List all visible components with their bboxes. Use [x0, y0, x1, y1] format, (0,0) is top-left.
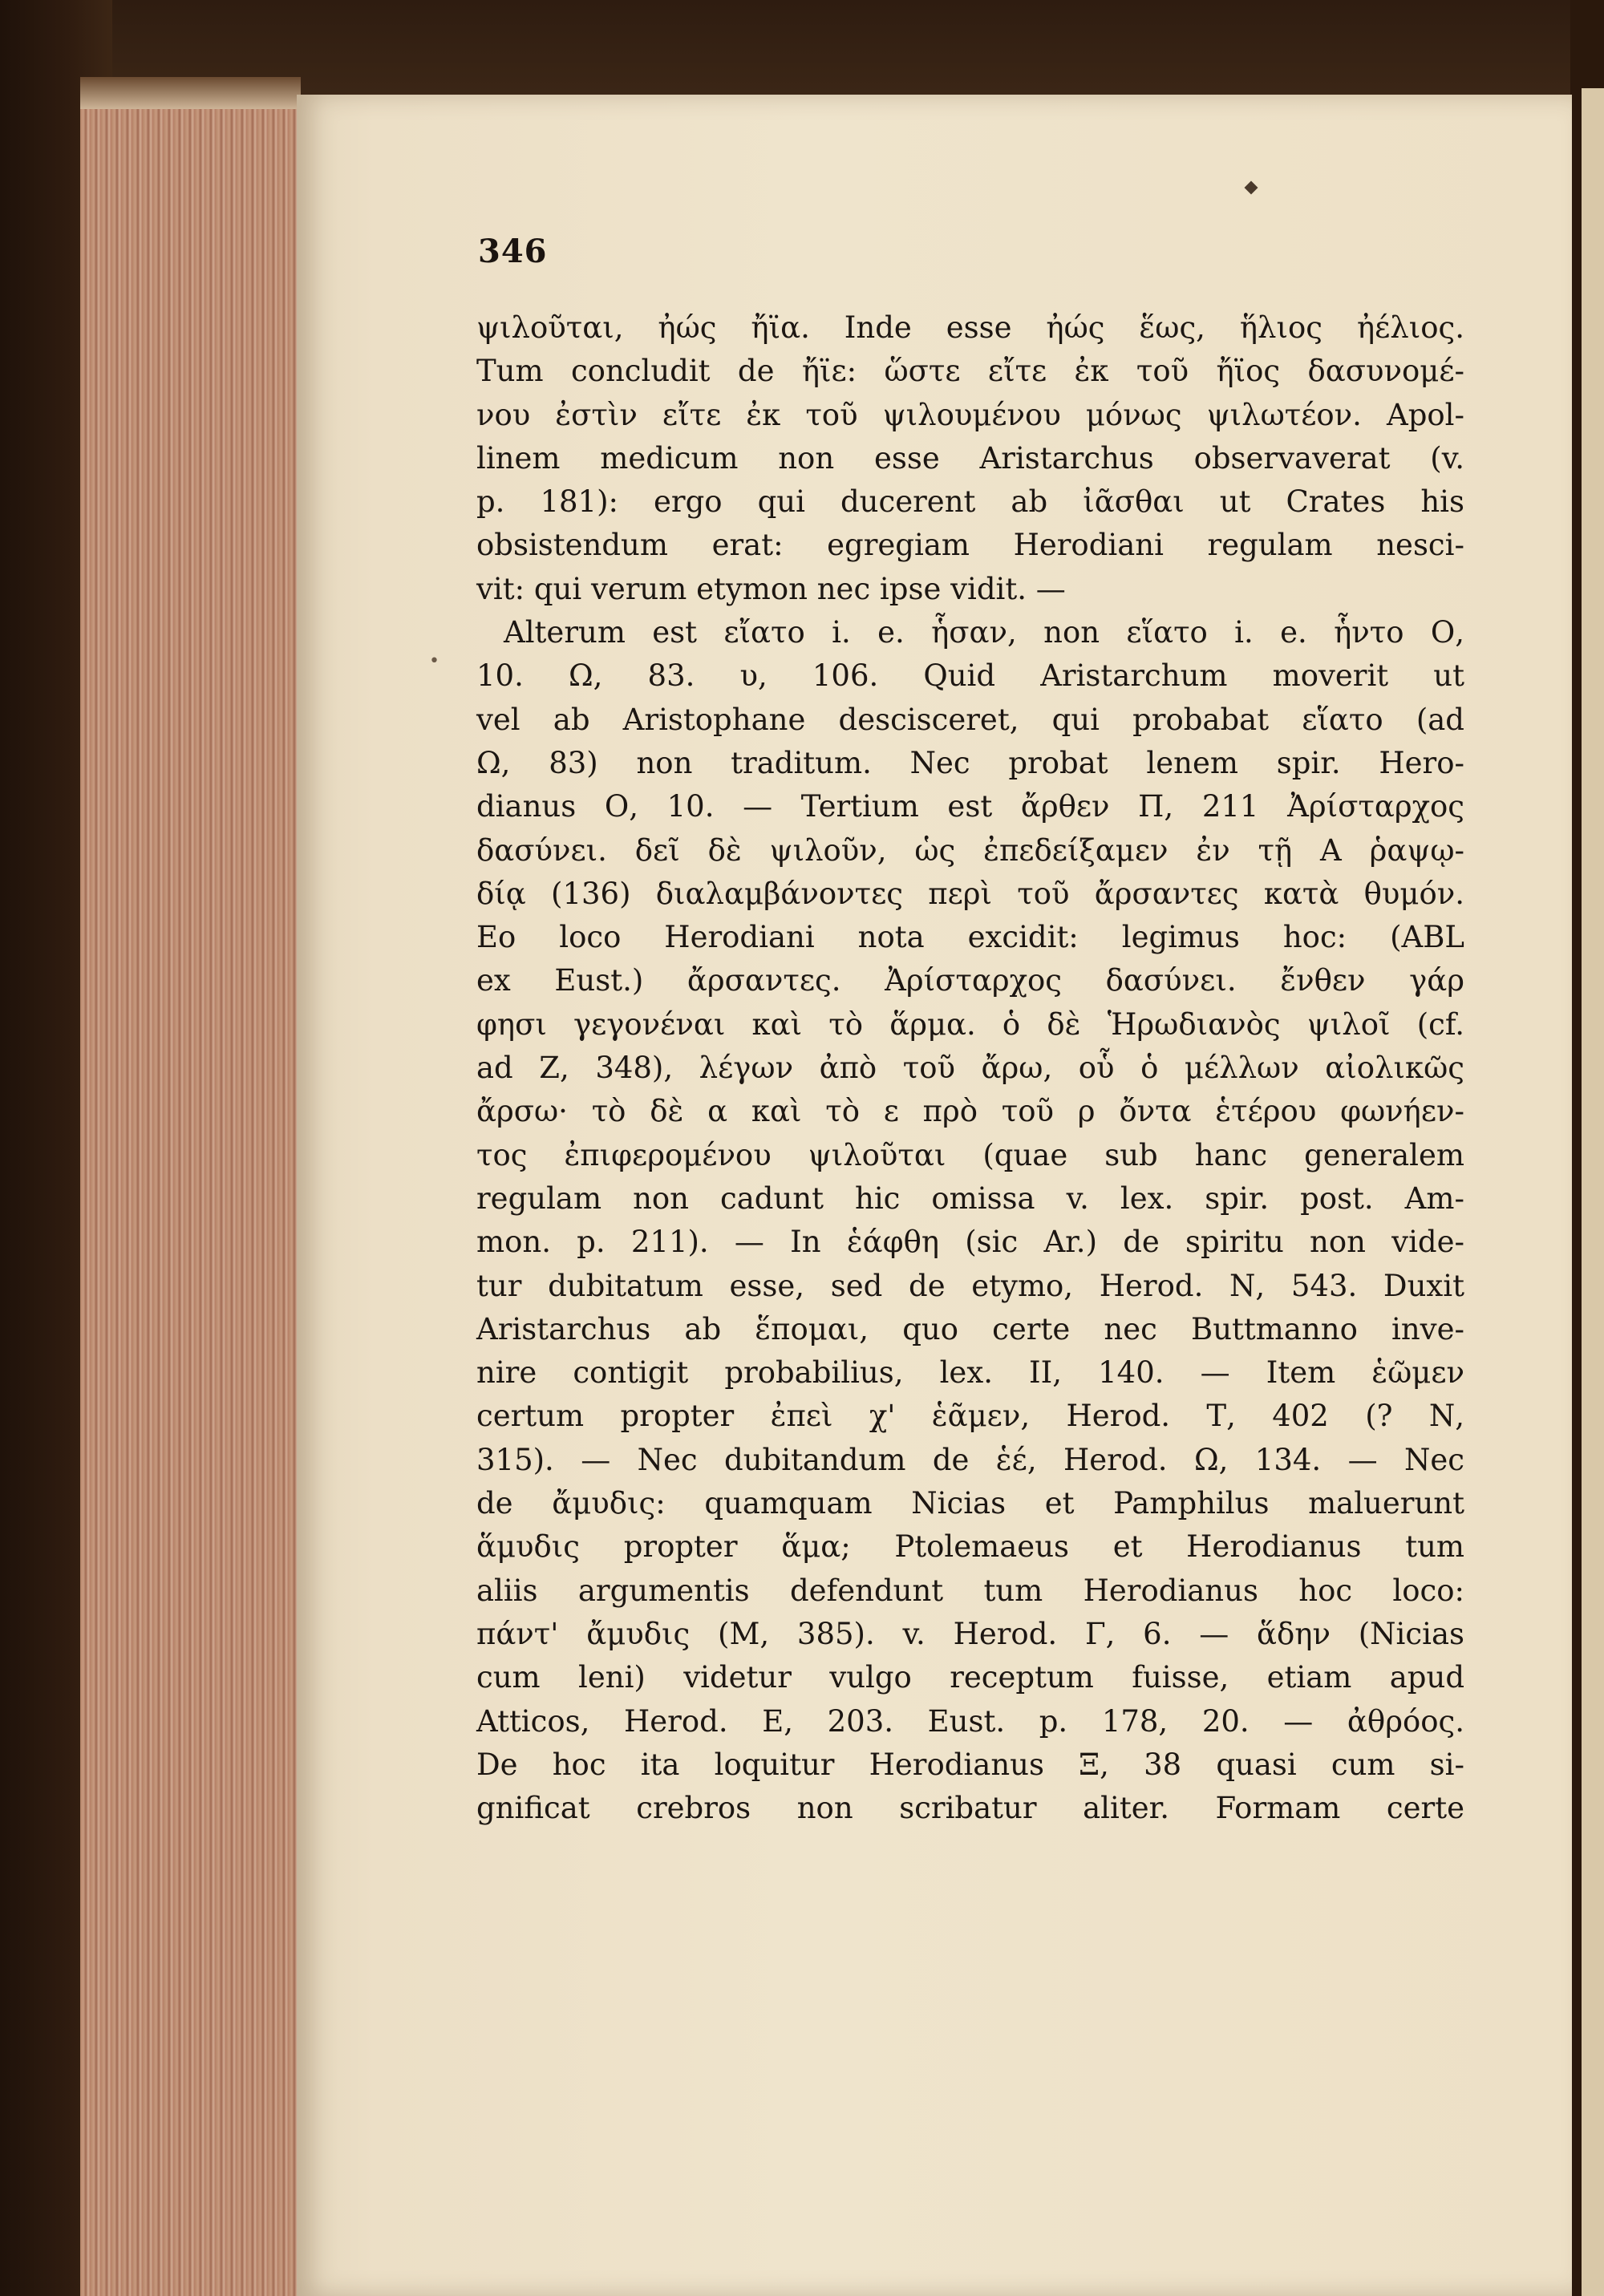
- text-line: Tum concludit de ἤϊε: ὥστε εἴτε ἐκ τοῦ ἤϊος δασυνομέ-: [476, 354, 1464, 389]
- text-line: 10. Ω, 83. υ, 106. Quid Aristarchum moverit ut: [476, 658, 1464, 694]
- text-line: τος ἐπιφερομένου ψιλοῦται (quae sub hanc generalem: [476, 1137, 1464, 1172]
- text-line: regulam non cadunt hic omissa v. lex. spir. post. Am-: [476, 1180, 1464, 1216]
- text-line: Aristarchus ab ἕπομαι, quo certe nec Buttmanno inve-: [476, 1311, 1464, 1346]
- text-line: obsistendum erat: egregiam Herodiani regulam nesci-: [476, 528, 1464, 563]
- page-number: 346: [478, 233, 548, 270]
- text-line: ψιλοῦται, ἠώς ἤϊα. Inde esse ἠώς ἕως, ἥλιος ἠέλιος.: [476, 310, 1464, 345]
- text-line: ἄρσω· τὸ δὲ α καὶ τὸ ε πρὸ τοῦ ρ ὄντα ἑτέρου φωνήεν-: [476, 1094, 1464, 1129]
- next-page-edge: [1582, 88, 1604, 2296]
- text-line: tur dubitatum esse, sed de etymo, Herod. Ν, 543. Duxit: [476, 1268, 1464, 1303]
- text-line: vit: qui verum etymon nec ipse vidit. —: [476, 571, 1066, 606]
- page-text: [476, 306, 1464, 1830]
- text-line: linem medicum non esse Aristarchus observaverat (v.: [476, 440, 1464, 476]
- text-line: vel ab Aristophane descisceret, qui probabat εἵατο (ad: [476, 702, 1464, 737]
- text-line: ἅμυδις propter ἅμα; Ptolemaeus et Herodianus tum: [476, 1529, 1464, 1565]
- text-line: Alterum est εἴατο i. e. ἧσαν, non εἵατο i. e. ἧντο Ο,: [504, 615, 1464, 650]
- text-line: gnificat crebros non scribatur aliter. Formam certe: [476, 1791, 1464, 1826]
- page-edges: [80, 104, 301, 2296]
- text-line: Eo loco Herodiani nota excidit: legimus hoc: (ABL: [476, 920, 1464, 955]
- text-line: Atticos, Herod. Ε, 203. Eust. p. 178, 20. — ἀθρόος.: [476, 1703, 1464, 1739]
- margin-mark-icon: •: [429, 651, 439, 671]
- text-line: de ἄμυδις: quamquam Nicias et Pamphilus maluerunt: [476, 1486, 1464, 1521]
- text-line: cum leni) videtur vulgo receptum fuisse, etiam apud: [476, 1660, 1464, 1695]
- text-line: δασύνει. δεῖ δὲ ψιλοῦν, ὡς ἐπεδείξαμεν ἐν τῇ Α ῥαψῳ-: [476, 832, 1464, 868]
- text-line: aliis argumentis defendunt tum Herodianus hoc loco:: [476, 1573, 1464, 1608]
- text-line: φησι γεγονέναι καὶ τὸ ἅρμα. ὁ δὲ Ἡρωδιανὸς ψιλοῖ (cf.: [476, 1006, 1464, 1042]
- text-line: Ω, 83) non traditum. Nec probat lenem spir. Hero-: [476, 745, 1464, 780]
- text-line: 315). — Nec dubitandum de ἑέ, Herod. Ω, 134. — Nec: [476, 1442, 1464, 1477]
- text-line: nire contigit probabilius, lex. II, 140. — Item ἑῶμεν: [476, 1355, 1464, 1391]
- text-line: De hoc ita loquitur Herodianus Ξ, 38 quasi cum si-: [476, 1747, 1464, 1782]
- text-line: mon. p. 211). — In ἑάφθη (sic Ar.) de spiritu non vide-: [476, 1225, 1464, 1260]
- text-line: p. 181): ergo qui ducerent ab ἰᾶσθαι ut Crates his: [476, 484, 1464, 520]
- text-line: πάντ' ἄμυδις (Μ, 385). v. Herod. Γ, 6. — ἅδην (Nicias: [476, 1616, 1464, 1651]
- text-line: ex Eust.) ἄρσαντες. Ἀρίσταρχος δασύνει. ἔνθεν γάρ: [476, 963, 1464, 998]
- text-line: δίᾳ (136) διαλαμβάνοντες περὶ τοῦ ἄρσαντες κατὰ θυμόν.: [476, 876, 1464, 911]
- text-line: ad Ζ, 348), λέγων ἀπὸ τοῦ ἄρω, οὗ ὁ μέλλων αἰολικῶς: [476, 1051, 1464, 1086]
- text-line: certum propter ἐπεὶ χ' ἑᾶμεν, Herod. Τ, 402 (? Ν,: [476, 1399, 1464, 1434]
- text-line: dianus Ο, 10. — Tertium est ἄρθεν Π, 211 Ἀρίσταρχος: [476, 789, 1464, 824]
- text-line: νου ἐστὶν εἴτε ἐκ τοῦ ψιλουμένου μόνως ψιλωτέον. Apol-: [476, 397, 1464, 432]
- top-shadow: [112, 0, 1572, 95]
